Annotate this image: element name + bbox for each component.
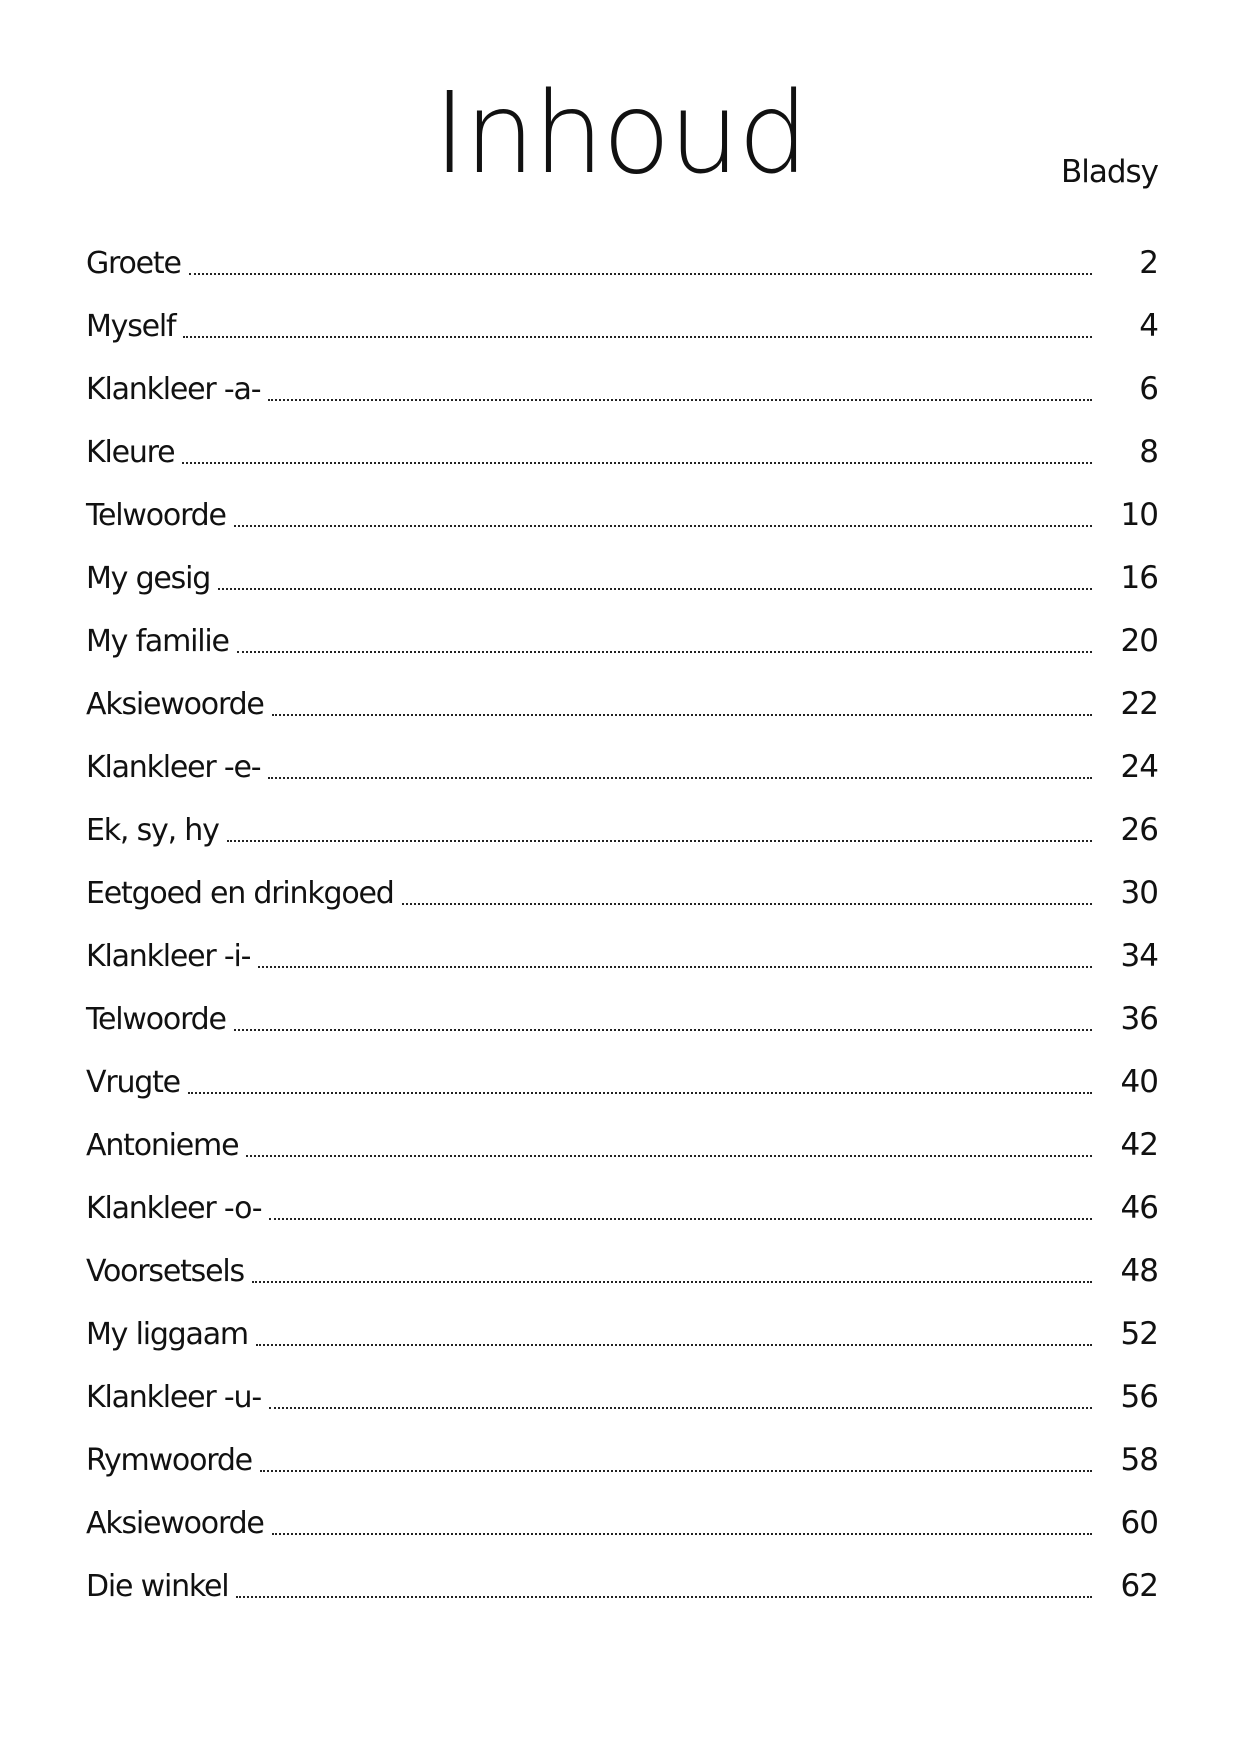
toc-entry-title: Eetgoed en drinkgoed bbox=[86, 876, 394, 911]
dot-leader bbox=[236, 1596, 1092, 1598]
dot-leader bbox=[260, 1470, 1092, 1472]
toc-entry[interactable] bbox=[86, 279, 1158, 342]
toc-entry-title: Kleure bbox=[86, 435, 175, 470]
toc-entry-title: Telwoorde bbox=[86, 498, 226, 533]
toc-entry-title: My gesig bbox=[86, 561, 211, 596]
toc-entry-page-number: 52 bbox=[1120, 1316, 1158, 1352]
toc-entry-page-number: 2 bbox=[1139, 245, 1158, 281]
toc-entry-title: My familie bbox=[86, 624, 229, 659]
toc-entry[interactable] bbox=[86, 1350, 1158, 1413]
toc-entry-page-number: 36 bbox=[1120, 1001, 1158, 1037]
toc-entry-page-number: 20 bbox=[1120, 623, 1158, 659]
dot-leader bbox=[272, 714, 1092, 716]
toc-entry[interactable] bbox=[86, 1098, 1158, 1161]
page-title: Inhoud bbox=[433, 69, 807, 199]
toc-entry-title: Klankleer -e- bbox=[86, 750, 261, 785]
dot-leader bbox=[189, 273, 1092, 275]
toc-entry-title: Klankleer -i- bbox=[86, 939, 251, 974]
toc-entry-page-number: 22 bbox=[1120, 686, 1158, 722]
toc-entry-title: Klankleer -a- bbox=[86, 372, 261, 407]
toc-entry-title: Rymwoorde bbox=[86, 1443, 252, 1478]
toc-entry-title: My liggaam bbox=[86, 1317, 248, 1352]
toc-entry-page-number: 16 bbox=[1120, 560, 1158, 596]
toc-entry-page-number: 24 bbox=[1120, 749, 1158, 785]
toc-entry-page-number: 6 bbox=[1139, 371, 1158, 407]
dot-leader bbox=[234, 525, 1092, 527]
toc-entry-title: Ek, sy, hy bbox=[86, 813, 219, 848]
toc-entry[interactable] bbox=[86, 594, 1158, 657]
toc-entry-page-number: 26 bbox=[1120, 812, 1158, 848]
toc-entry[interactable] bbox=[86, 1224, 1158, 1287]
toc-entry[interactable] bbox=[86, 468, 1158, 531]
toc-entry[interactable] bbox=[86, 1539, 1158, 1602]
toc-entry[interactable] bbox=[86, 216, 1158, 279]
dot-leader bbox=[183, 336, 1092, 338]
toc-entry-title: Voorsetsels bbox=[86, 1254, 244, 1289]
toc-entry-page-number: 46 bbox=[1120, 1190, 1158, 1226]
dot-leader bbox=[234, 1029, 1092, 1031]
toc-entry[interactable] bbox=[86, 531, 1158, 594]
toc-entry-title: Telwoorde bbox=[86, 1002, 226, 1037]
toc-entry-title: Klankleer -u- bbox=[86, 1380, 261, 1415]
toc-entry-page-number: 10 bbox=[1120, 497, 1158, 533]
toc-entry-page-number: 4 bbox=[1139, 308, 1158, 344]
toc-entry-page-number: 58 bbox=[1120, 1442, 1158, 1478]
page-column-label: Bladsy bbox=[1060, 154, 1158, 190]
toc-entry-title: Vrugte bbox=[86, 1065, 180, 1100]
toc-entry[interactable] bbox=[86, 657, 1158, 720]
toc-entry-page-number: 40 bbox=[1120, 1064, 1158, 1100]
toc-entry[interactable] bbox=[86, 846, 1158, 909]
toc-entry[interactable] bbox=[86, 720, 1158, 783]
dot-leader bbox=[237, 651, 1092, 653]
dot-leader bbox=[269, 1407, 1092, 1409]
dot-leader bbox=[246, 1155, 1092, 1157]
dot-leader bbox=[258, 966, 1092, 968]
toc-entry-title: Aksiewoorde bbox=[86, 687, 264, 722]
toc-entry-page-number: 30 bbox=[1120, 875, 1158, 911]
dot-leader bbox=[256, 1344, 1092, 1346]
toc-entry[interactable] bbox=[86, 405, 1158, 468]
toc-entry-page-number: 34 bbox=[1120, 938, 1158, 974]
toc-entry[interactable] bbox=[86, 342, 1158, 405]
dot-leader bbox=[402, 903, 1092, 905]
toc-entry-title: Groete bbox=[86, 246, 181, 281]
toc-entry-title: Klankleer -o- bbox=[86, 1191, 262, 1226]
dot-leader bbox=[188, 1092, 1092, 1094]
dot-leader bbox=[182, 462, 1092, 464]
toc-entry-title: Myself bbox=[86, 309, 176, 344]
toc-entry[interactable] bbox=[86, 909, 1158, 972]
dot-leader bbox=[252, 1281, 1092, 1283]
toc-entry-title: Aksiewoorde bbox=[86, 1506, 264, 1541]
toc-entry[interactable] bbox=[86, 1035, 1158, 1098]
toc-entry[interactable] bbox=[86, 783, 1158, 846]
dot-leader bbox=[269, 1218, 1092, 1220]
toc-entry-page-number: 48 bbox=[1120, 1253, 1158, 1289]
toc-entry-title: Antonieme bbox=[86, 1128, 239, 1163]
dot-leader bbox=[268, 399, 1092, 401]
toc-entry-page-number: 56 bbox=[1120, 1379, 1158, 1415]
toc-entry-page-number: 42 bbox=[1120, 1127, 1158, 1163]
toc-entry[interactable] bbox=[86, 1287, 1158, 1350]
toc-entry-page-number: 60 bbox=[1120, 1505, 1158, 1541]
toc-entry[interactable] bbox=[86, 972, 1158, 1035]
dot-leader bbox=[268, 777, 1092, 779]
dot-leader bbox=[227, 840, 1092, 842]
toc-entry[interactable] bbox=[86, 1413, 1158, 1476]
toc-entry-page-number: 62 bbox=[1120, 1568, 1158, 1604]
toc-entry-page-number: 8 bbox=[1139, 434, 1158, 470]
toc-entry-title: Die winkel bbox=[86, 1569, 229, 1604]
dot-leader bbox=[272, 1533, 1092, 1535]
toc-entry[interactable] bbox=[86, 1161, 1158, 1224]
toc-entry[interactable] bbox=[86, 1476, 1158, 1539]
table-of-contents bbox=[86, 216, 1158, 1602]
dot-leader bbox=[218, 588, 1092, 590]
